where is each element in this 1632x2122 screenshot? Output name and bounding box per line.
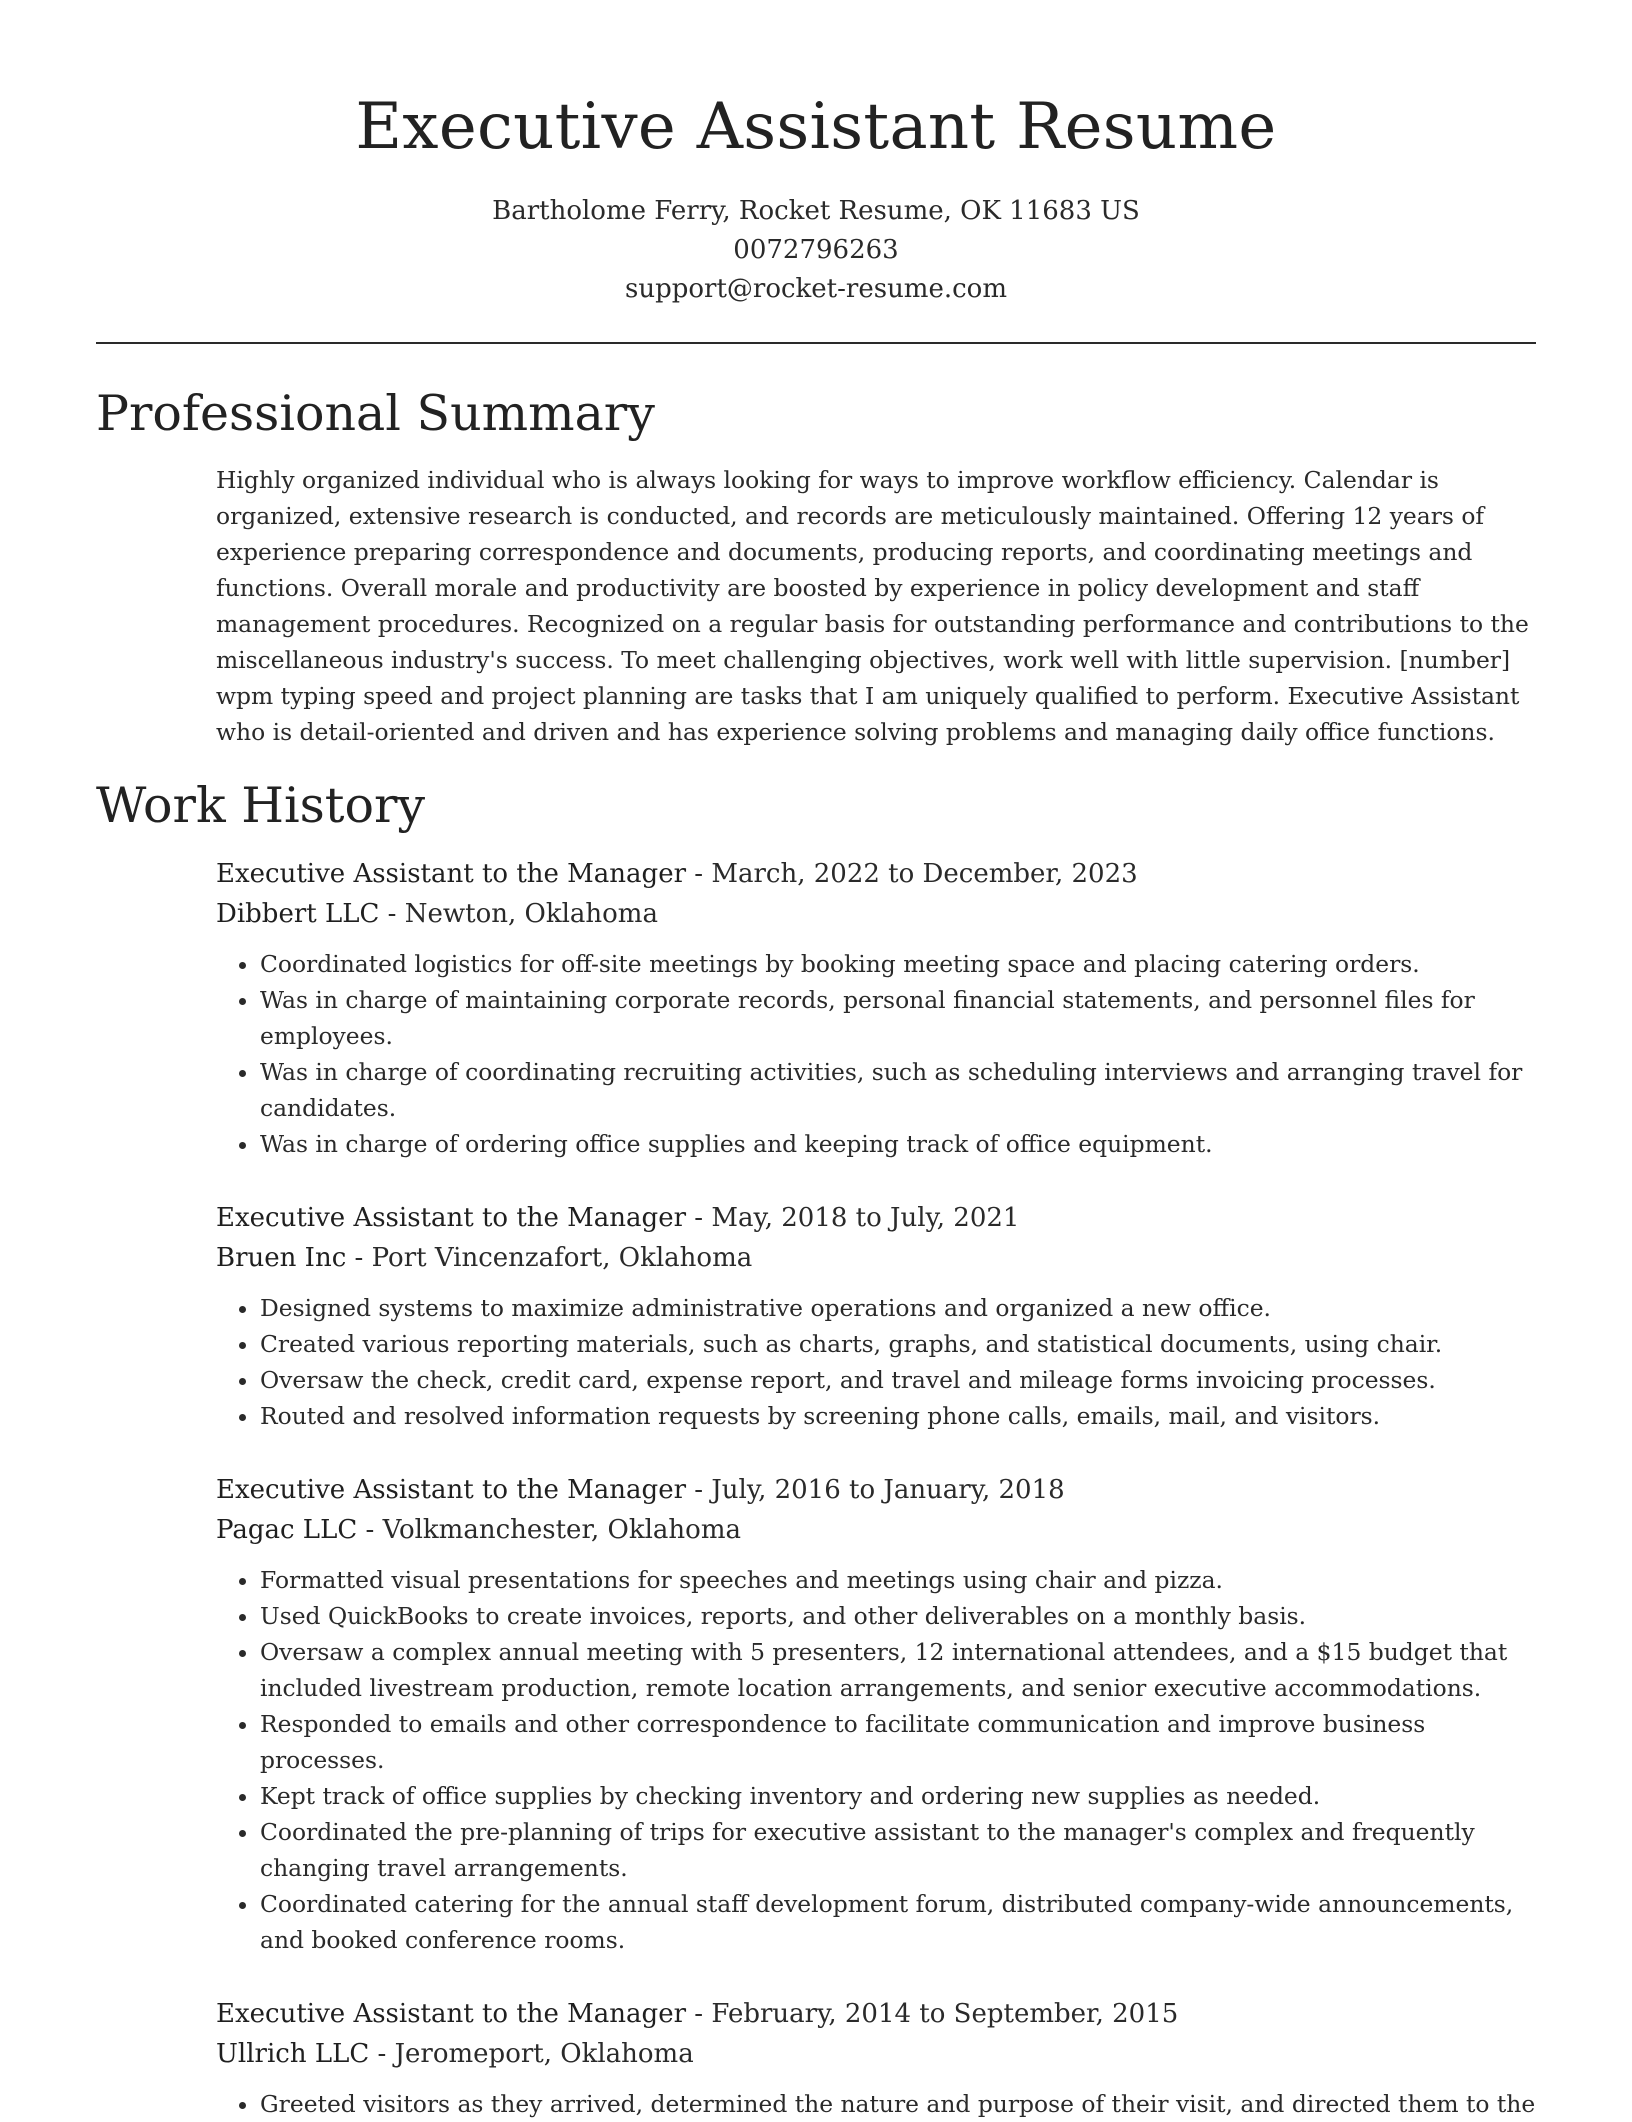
job-bullets	[216, 1290, 1536, 1434]
job-title: Executive Assistant to the Manager	[216, 1475, 687, 1505]
job-bullet: • Coordinated logistics for off-site meetings by booking meeting space and placing catering orders.	[260, 946, 1536, 982]
job-title-line: Executive Assistant to the Manager - May, 2018 to July, 2021	[216, 1203, 1020, 1233]
resume-title: Executive Assistant Resume	[355, 90, 1277, 164]
contact-block	[0, 192, 1632, 309]
contact-email: support@rocket-resume.com	[624, 274, 1007, 304]
job-bullet: • Used QuickBooks to create invoices, reports, and other deliverables on a monthly basis.	[260, 1598, 1536, 1634]
summary-heading: Professional Summary	[96, 385, 655, 442]
job-company: Dibbert LLC	[216, 899, 380, 929]
job-bullets	[216, 1562, 1536, 1958]
job-bullet: • Kept track of office supplies by checking inventory and ordering new supplies as needed.	[260, 1778, 1536, 1814]
job-bullet: • Oversaw the check, credit card, expense report, and travel and mileage forms invoicing processes.	[260, 1362, 1536, 1398]
header-divider	[96, 342, 1536, 344]
job-bullet: • Was in charge of maintaining corporate records, personal financial statements, and personnel files for employees.	[260, 982, 1536, 1054]
job-company-line: Bruen Inc - Port Vincenzafort, Oklahoma	[216, 1243, 753, 1273]
job-bullet: • Was in charge of coordinating recruiting activities, such as scheduling interviews and arranging travel for candidates.	[260, 1054, 1536, 1126]
job-title: Executive Assistant to the Manager	[216, 1203, 687, 1233]
summary-text: Highly organized individual who is always looking for ways to improve workflow efficiency. Calendar is organized, extensive research is conducted, and records are meticulously maintained. Offering 12 years of experience preparing correspondence and documents, producing reports, and coordinating meetings and functions. Overall morale and productivity are boosted by experience in policy development and staff management procedures. Recognized on a regular basis for outstanding performance and contributions to the miscellaneous industry's success. To meet challenging objectives, work well with little supervision. [number] wpm typing speed and project planning are tasks that I am uniquely qualified to perform. Executive Assistant who is detail-oriented and driven and has experience solving problems and managing daily office functions.	[216, 466, 1529, 746]
job-dates: February, 2014 to September, 2015	[711, 1999, 1179, 2029]
job-location: Newton, Oklahoma	[404, 899, 658, 929]
job-company-line: Dibbert LLC - Newton, Oklahoma	[216, 899, 658, 929]
job-location: Port Vincenzafort, Oklahoma	[371, 1243, 753, 1273]
job-title-line: Executive Assistant to the Manager - February, 2014 to September, 2015	[216, 1999, 1179, 2029]
job-dates: May, 2018 to July, 2021	[711, 1203, 1020, 1233]
job-title-line: Executive Assistant to the Manager - July, 2016 to January, 2018	[216, 1475, 1065, 1505]
job-bullet: • Responded to emails and other correspondence to facilitate communication and improve business processes.	[260, 1706, 1536, 1778]
job-bullets	[216, 2086, 1536, 2122]
job-bullet: • Coordinated the pre-planning of trips for executive assistant to the manager's complex and frequently changing travel arrangements.	[260, 1814, 1536, 1886]
job-dates: July, 2016 to January, 2018	[711, 1475, 1065, 1505]
job-entry	[216, 1198, 1536, 1434]
job-bullet: • Created various reporting materials, such as charts, graphs, and statistical documents, using chair.	[260, 1326, 1536, 1362]
job-bullet: • Greeted visitors as they arrived, determined the nature and purpose of their visit, and directed them to the	[260, 2086, 1536, 2122]
job-bullets	[216, 946, 1536, 1162]
job-company: Ullrich LLC	[216, 2039, 370, 2069]
job-company-line: Ullrich LLC - Jeromeport, Oklahoma	[216, 2039, 694, 2069]
job-company-line: Pagac LLC - Volkmanchester, Oklahoma	[216, 1515, 741, 1545]
job-company: Bruen Inc	[216, 1243, 347, 1273]
job-bullet: • Coordinated catering for the annual staff development forum, distributed company-wide announcements, and booked conference rooms.	[260, 1886, 1536, 1958]
contact-address: Bartholome Ferry, Rocket Resume, OK 11683 US	[492, 196, 1140, 226]
job-location: Jeromeport, Oklahoma	[394, 2039, 694, 2069]
job-bullet: • Oversaw a complex annual meeting with 5 presenters, 12 international attendees, and a $15 budget that included livestream production, remote location arrangements, and senior executive accommodations.	[260, 1634, 1536, 1706]
job-entry	[216, 1994, 1536, 2122]
contact-phone: 0072796263	[733, 235, 899, 265]
job-bullet: • Designed systems to maximize administrative operations and organized a new office.	[260, 1290, 1536, 1326]
job-title: Executive Assistant to the Manager	[216, 859, 687, 889]
job-title-line: Executive Assistant to the Manager - March, 2022 to December, 2023	[216, 859, 1138, 889]
job-title: Executive Assistant to the Manager	[216, 1999, 687, 2029]
job-entry	[216, 854, 1536, 1162]
job-entry	[216, 1470, 1536, 1958]
job-bullet: • Formatted visual presentations for speeches and meetings using chair and pizza.	[260, 1562, 1536, 1598]
job-bullet: • Was in charge of ordering office supplies and keeping track of office equipment.	[260, 1126, 1536, 1162]
job-bullet: • Routed and resolved information requests by screening phone calls, emails, mail, and visitors.	[260, 1398, 1536, 1434]
work-history-heading: Work History	[96, 777, 426, 834]
job-dates: March, 2022 to December, 2023	[711, 859, 1138, 889]
job-company: Pagac LLC	[216, 1515, 358, 1545]
job-location: Volkmanchester, Oklahoma	[382, 1515, 741, 1545]
